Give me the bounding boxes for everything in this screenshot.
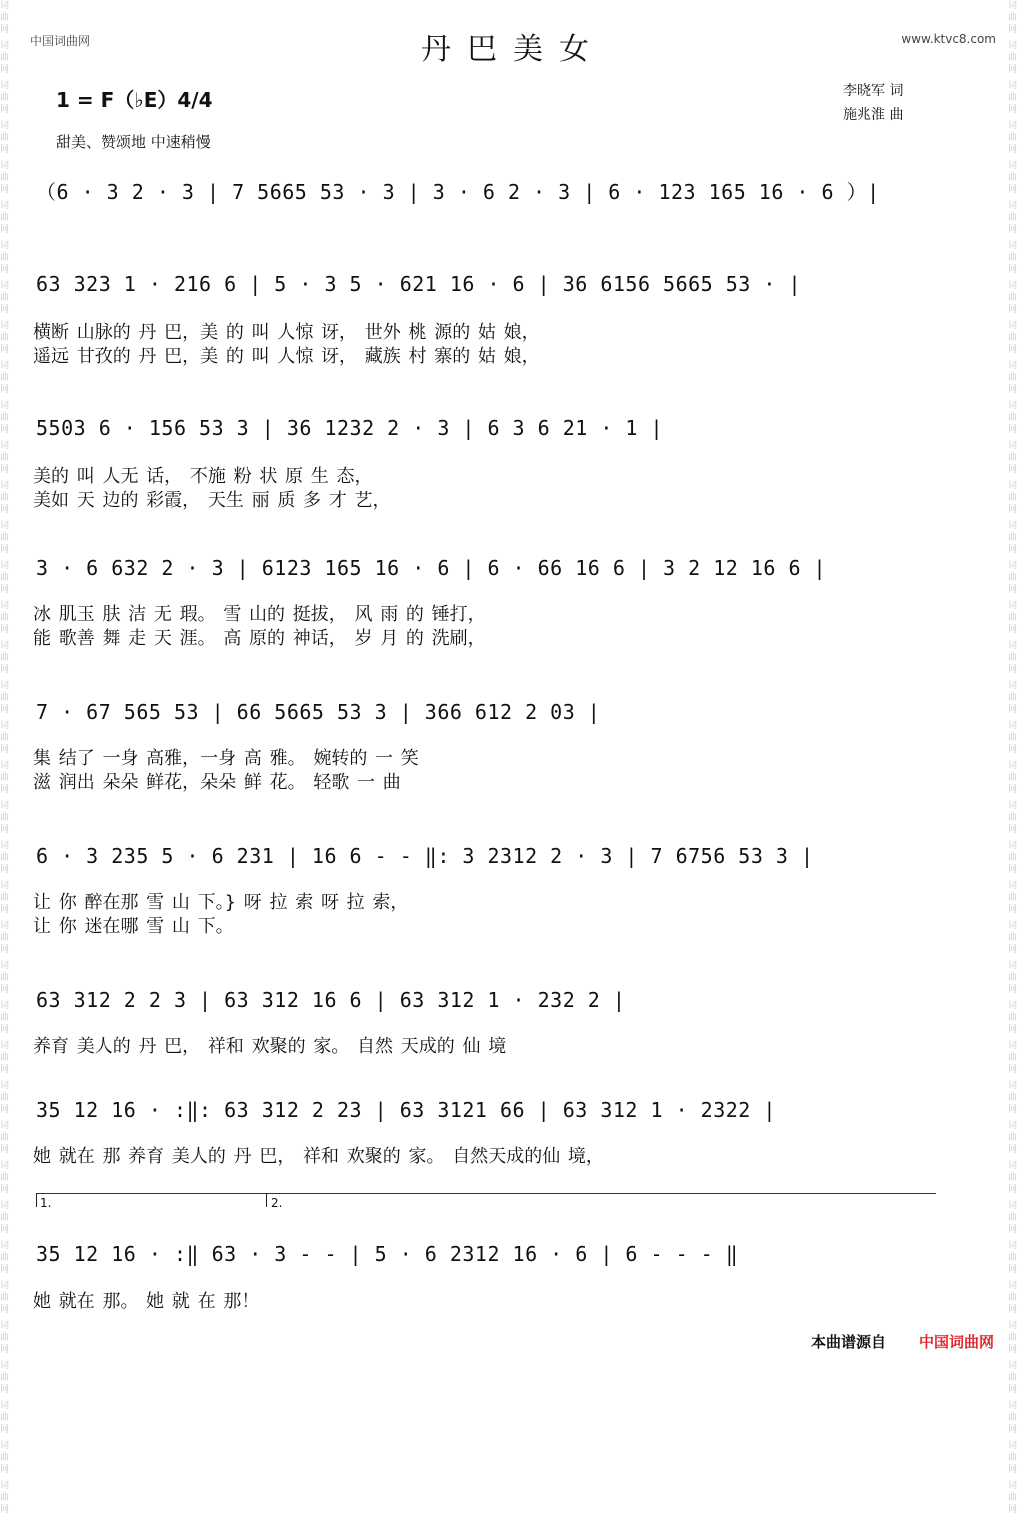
watermark-text: 词曲网 <box>0 961 10 995</box>
watermark-text: 词曲网 <box>1008 1481 1018 1515</box>
watermark-text: 词曲网 <box>1008 401 1018 435</box>
watermark-text: 词曲网 <box>1008 921 1018 955</box>
watermark-text: 词曲网 <box>0 481 10 515</box>
notation-row-1: （6 · 3 2 · 3 | 7 5665 53 · 3 | 3 · 6 2 · 3 | 6 · 123 165 16 · 6 ）| <box>36 180 880 204</box>
watermark-text: 词曲网 <box>0 801 10 835</box>
lyric-row-2b: 遥远 甘孜的 丹 巴，美 的 叫 人惊 讶， 藏族 村 寨的 姑 娘， <box>33 346 540 367</box>
watermark-text: 词曲网 <box>1008 441 1018 475</box>
watermark-text: 词曲网 <box>1008 81 1018 115</box>
watermark-text: 词曲网 <box>0 561 10 595</box>
volta-bracket <box>36 1193 936 1194</box>
watermark-text: 词曲网 <box>1008 841 1018 875</box>
watermark-text: 词曲网 <box>1008 1201 1018 1235</box>
notation-row-9: 35 12 16 · :‖ 63 · 3 - - | 5 · 6 2312 16 · 6 | 6 - - - ‖ <box>36 1242 739 1266</box>
watermark-text: 词曲网 <box>1008 1361 1018 1395</box>
watermark-text: 词曲网 <box>1008 1041 1018 1075</box>
watermark-text: 词曲网 <box>0 241 10 275</box>
watermark-text: 词曲网 <box>0 721 10 755</box>
watermark-text: 词曲网 <box>1008 41 1018 75</box>
watermark-text: 词曲网 <box>0 41 10 75</box>
notation-row-5: 7 · 67 565 53 | 66 5665 53 3 | 366 612 2 03 | <box>36 700 601 724</box>
watermark-text: 词曲网 <box>0 1481 10 1515</box>
watermark-text: 词曲网 <box>0 601 10 635</box>
watermark-text: 词曲网 <box>0 1401 10 1435</box>
watermark-text: 词曲网 <box>0 81 10 115</box>
watermark-text: 词曲网 <box>0 1281 10 1315</box>
watermark-text: 词曲网 <box>1008 321 1018 355</box>
watermark-text: 词曲网 <box>0 521 10 555</box>
watermark-text: 词曲网 <box>1008 641 1018 675</box>
lyric-row-3b: 美如 天 边的 彩霞， 天生 丽 质 多 才 艺， <box>33 490 391 511</box>
watermark-text: 词曲网 <box>1008 1321 1018 1355</box>
watermark-text: 词曲网 <box>0 641 10 675</box>
watermark-text: 词曲网 <box>0 1361 10 1395</box>
composer: 施兆淮 曲 <box>843 107 904 123</box>
lyric-row-4a: 冰 肌玉 肤 洁 无 瑕。 雪 山的 挺拔， 风 雨 的 锤打， <box>33 604 486 625</box>
site-label-left: 中国词曲网 <box>30 34 91 48</box>
notation-row-3: 5503 6 · 156 53 3 | 36 1232 2 · 3 | 6 3 6 21 · 1 | <box>36 416 664 440</box>
watermark-text: 词曲网 <box>1008 1401 1018 1435</box>
watermark-left <box>0 0 16 1515</box>
watermark-text: 词曲网 <box>1008 1241 1018 1275</box>
song-title: 丹巴美女 <box>421 32 605 67</box>
lyric-row-8: 她 就在 那 养育 美人的 丹 巴， 祥和 欢聚的 家。 自然天成的仙 境， <box>33 1146 604 1167</box>
watermark-text: 词曲网 <box>1008 481 1018 515</box>
watermark-text: 词曲网 <box>1008 1001 1018 1035</box>
lyric-row-4b: 能 歌善 舞 走 天 涯。 高 原的 神话， 岁 月 的 洗刷， <box>33 628 486 649</box>
watermark-text: 词曲网 <box>0 761 10 795</box>
footer-source: 本曲谱源自 <box>810 1333 886 1351</box>
site-url: www.ktvc8.com <box>901 32 996 46</box>
watermark-text: 词曲网 <box>0 361 10 395</box>
watermark-text: 词曲网 <box>1008 721 1018 755</box>
watermark-text: 词曲网 <box>1008 241 1018 275</box>
key-signature: 1 = F（♭E）4/4 <box>56 88 213 112</box>
watermark-text: 词曲网 <box>1008 1161 1018 1195</box>
watermark-text: 词曲网 <box>0 321 10 355</box>
watermark-text: 词曲网 <box>1008 1 1018 35</box>
notation-row-8: 35 12 16 · :‖: 63 312 2 23 | 63 3121 66 | 63 312 1 · 2322 | <box>36 1098 776 1122</box>
lyric-row-7: 养育 美人的 丹 巴， 祥和 欢聚的 家。 自然 天成的 仙 境 <box>33 1036 507 1057</box>
footer-brand: 中国词曲网 <box>918 1333 994 1351</box>
lyricist: 李晓军 词 <box>843 83 904 99</box>
watermark-text: 词曲网 <box>1008 601 1018 635</box>
watermark-text: 词曲网 <box>1008 1081 1018 1115</box>
watermark-text: 词曲网 <box>0 1241 10 1275</box>
lyric-row-5b: 滋 润出 朵朵 鲜花，朵朵 鲜 花。 轻歌 一 曲 <box>33 772 401 793</box>
watermark-text: 词曲网 <box>0 1081 10 1115</box>
watermark-text: 词曲网 <box>1008 961 1018 995</box>
lyric-row-6a: 让 你 醉在那 雪 山 下。} 呀 拉 索 呀 拉 索， <box>33 892 409 913</box>
watermark-text: 词曲网 <box>0 1041 10 1075</box>
watermark-text: 词曲网 <box>1008 681 1018 715</box>
watermark-text: 词曲网 <box>0 921 10 955</box>
watermark-text: 词曲网 <box>0 1321 10 1355</box>
notation-row-6: 6 · 3 235 5 · 6 231 | 16 6 - - ‖: 3 2312 2 · 3 | 7 6756 53 3 | <box>36 844 814 868</box>
watermark-text: 词曲网 <box>0 161 10 195</box>
watermark-text: 词曲网 <box>0 841 10 875</box>
lyric-row-5a: 集 结了 一身 高雅，一身 高 雅。 婉转的 一 笑 <box>33 748 419 769</box>
watermark-text: 词曲网 <box>0 441 10 475</box>
watermark-text: 词曲网 <box>1008 1121 1018 1155</box>
watermark-text: 词曲网 <box>0 681 10 715</box>
volta-1-label: 1. <box>40 1196 52 1210</box>
volta-1-edge <box>36 1193 37 1207</box>
watermark-text: 词曲网 <box>1008 121 1018 155</box>
watermark-text: 词曲网 <box>1008 761 1018 795</box>
watermark-text: 词曲网 <box>1008 1281 1018 1315</box>
watermark-text: 词曲网 <box>0 1001 10 1035</box>
watermark-text: 词曲网 <box>0 401 10 435</box>
notation-row-7: 63 312 2 2 3 | 63 312 16 6 | 63 312 1 · 232 2 | <box>36 988 626 1012</box>
watermark-text: 词曲网 <box>1008 161 1018 195</box>
watermark-text: 词曲网 <box>1008 201 1018 235</box>
volta-2-label: 2. <box>271 1196 283 1210</box>
lyric-row-6b: 让 你 迷在哪 雪 山 下。 <box>33 916 234 937</box>
watermark-text: 词曲网 <box>1008 881 1018 915</box>
lyric-row-9: 她 就在 那。 她 就 在 那！ <box>33 1291 260 1312</box>
watermark-text: 词曲网 <box>0 1441 10 1475</box>
watermark-text: 词曲网 <box>0 1121 10 1155</box>
lyric-row-2a: 横断 山脉的 丹 巴，美 的 叫 人惊 讶， 世外 桃 源的 姑 娘， <box>33 322 540 343</box>
lyric-row-3a: 美的 叫 人无 话， 不施 粉 状 原 生 态， <box>33 466 373 487</box>
tempo-marking: 甜美、赞颂地 中速稍慢 <box>56 133 211 151</box>
watermark-text: 词曲网 <box>0 201 10 235</box>
volta-2-edge <box>266 1193 267 1207</box>
watermark-text: 词曲网 <box>0 121 10 155</box>
watermark-text: 词曲网 <box>0 1 10 35</box>
watermark-text: 词曲网 <box>0 881 10 915</box>
watermark-text: 词曲网 <box>0 1161 10 1195</box>
watermark-text: 词曲网 <box>0 1201 10 1235</box>
watermark-text: 词曲网 <box>1008 521 1018 555</box>
notation-row-4: 3 · 6 632 2 · 3 | 6123 165 16 · 6 | 6 · 66 16 6 | 3 2 12 16 6 | <box>36 556 827 580</box>
watermark-text: 词曲网 <box>0 281 10 315</box>
watermark-text: 词曲网 <box>1008 361 1018 395</box>
watermark-text: 词曲网 <box>1008 801 1018 835</box>
watermark-right <box>1008 0 1024 1515</box>
notation-row-2: 63 323 1 · 216 6 | 5 · 3 5 · 621 16 · 6 | 36 6156 5665 53 · | <box>36 272 802 296</box>
watermark-text: 词曲网 <box>1008 561 1018 595</box>
watermark-text: 词曲网 <box>1008 1441 1018 1475</box>
watermark-text: 词曲网 <box>1008 281 1018 315</box>
